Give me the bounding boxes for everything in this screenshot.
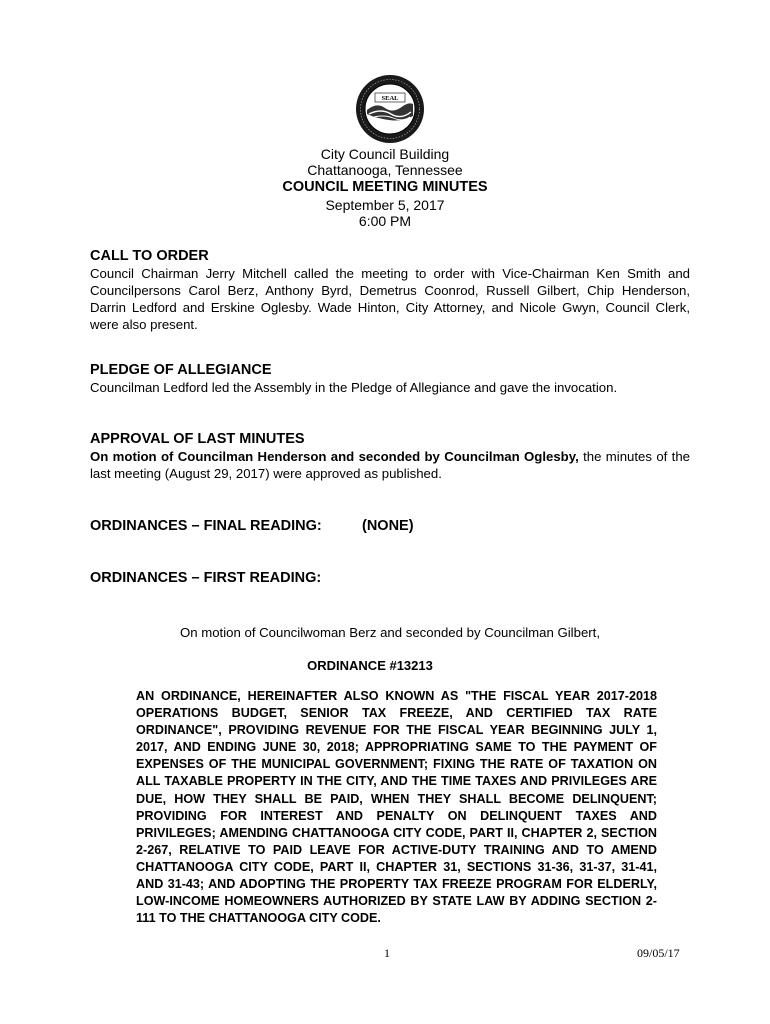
building-name: City Council Building [320, 146, 450, 162]
approval-heading: APPROVAL OF LAST MINUTES [90, 431, 305, 447]
city-name: Chattanooga, Tennessee [307, 162, 463, 178]
call-to-order-text: Council Chairman Jerry Mitchell called the meeting to order with Vice-Chairman Ken Smith and Councilpersons Carol Berz, Anthony Byrd, Demetrus Coonrod, Russell Gilbert, Chip Henderson, Darrin Ledford and Erskine Oglesby. Wade Hinton, City Attorney, and Nicole Gwyn, Council Clerk, were also present. [90, 266, 690, 332]
ordinances-first-heading: ORDINANCES – FIRST READING: [90, 570, 322, 586]
ordinance-body-text: AN ORDINANCE, HEREINAFTER ALSO KNOWN AS "THE FISCAL YEAR 2017-2018 OPERATIONS BUDGET, SENIOR TAX FREEZE, AND CERTIFIED TAX RATE ORDINANCE", PROVIDING REVENUE FOR THE FISCAL YEAR BEGINNING JULY 1, 2017, AND ENDING JUNE 30, 2018; APPROPRIATING SAME TO THE PAYMENT OF EXPENSES OF THE MUNICIPAL GOVERNMENT; FIXING THE RATE OF TAXATION ON ALL TAXABLE PROPERTY IN THE CITY, AND THE TIME TAXES AND PRIVILEGES ARE DUE, HOW THEY SHALL BE PAID, WHEN THEY SHALL BECOME DELINQUENT; PROVIDING FOR INTEREST AND PENALTY ON DELINQUENT TAXES AND PRIVILEGES; AMENDING CHATTANOOGA CITY CODE, PART II, CHAPTER 2, SECTION 2-267, RELATIVE TO PAID LEAVE FOR ACTIVE-DUTY TRAINING AND TO AMEND CHATTANOOGA CITY CODE, PART II, CHAPTER 31, SECTIONS 31-36, 31-37, 31-41, AND 31-43; AND ADOPTING THE PROPERTY TAX FREEZE PROGRAM FOR ELDERLY, LOW-INCOME HOMEOWNERS AUTHORIZED BY STATE LAW BY ADDING SECTION 2-111 TO THE CHATTANOOGA CITY CODE. [136, 689, 657, 926]
approval-text [90, 448, 690, 482]
call-to-order-section [90, 248, 690, 333]
approval-motion-bold: On motion of Councilman Henderson and seconded by Councilman Oglesby, [90, 449, 579, 464]
approval-motion-rest: the minutes of the last meeting (August 29, 2017) were approved as published. [90, 449, 690, 481]
ordinance-number: ORDINANCE #13213 [307, 658, 433, 673]
pledge-section [90, 362, 690, 396]
ordinances-final-status: (NONE) [362, 518, 414, 534]
page-number: 1 [384, 946, 390, 960]
approval-section [90, 431, 690, 482]
call-to-order-heading: CALL TO ORDER [90, 248, 209, 264]
pledge-text: Councilman Ledford led the Assembly in the Pledge of Allegiance and gave the invocation. [90, 380, 618, 395]
city-seal-icon [355, 74, 425, 144]
footer-date: 09/05/17 [637, 946, 680, 960]
meeting-date: September 5, 2017 [325, 197, 445, 213]
ordinance-motion-text: On motion of Councilwoman Berz and seconded by Councilman Gilbert, [179, 625, 601, 640]
seal-label: SEAL [381, 95, 399, 103]
pledge-heading: PLEDGE OF ALLEGIANCE [90, 362, 272, 378]
ordinances-final-heading: ORDINANCES – FINAL READING: [90, 518, 322, 534]
meeting-time: 6:00 PM [358, 213, 412, 229]
document-title: COUNCIL MEETING MINUTES [282, 179, 488, 195]
